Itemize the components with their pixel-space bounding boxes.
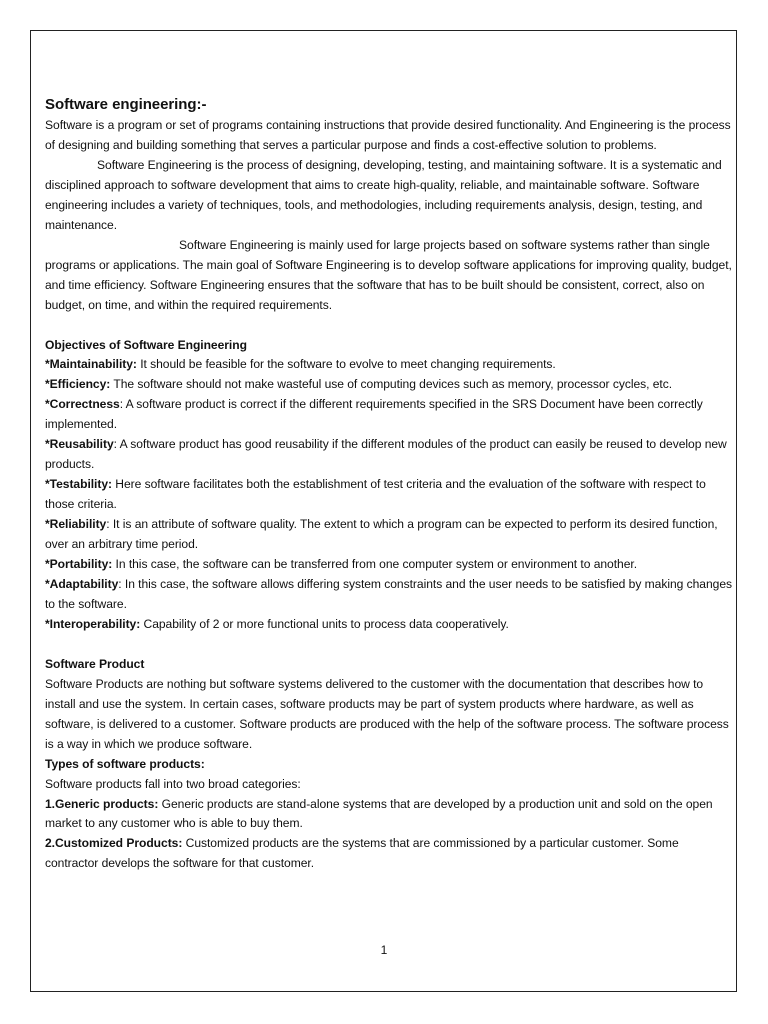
objective-item	[45, 575, 735, 615]
document-title: Software engineering:-	[45, 96, 207, 113]
customized-products-term: 2.Customized Products:	[45, 836, 183, 851]
objective-text: : A software product has good reusability if the different modules of the product can easily be reused to develop new products.	[45, 437, 727, 472]
objective-text: : A software product is correct if the different requirements specified in the SRS Document have been correctly implemented.	[45, 397, 703, 432]
objective-text: The software should not make wasteful use of computing devices such as memory, processor cycles, etc.	[110, 377, 673, 392]
intro-paragraph-3: Software Engineering is mainly used for large projects based on software systems rather than single programs or applications. The main goal of Software Engineering is to develop software applications for improving quality, budget, and time efficiency. Software Engineering ensures that the software that has to be built should be consistent, correct, also on budget, on time, and within the required requirements.	[45, 237, 732, 312]
objective-item	[45, 615, 735, 635]
document-body	[45, 94, 735, 874]
intro-paragraph-1: Software is a program or set of programs containing instructions that provide desired functionality. And Engineering is the process of designing and building something that serves a particular purpose and finds a cost-effective solution to problems.	[45, 118, 731, 152]
customized-products-item	[45, 834, 735, 874]
types-heading: Types of software products:	[45, 756, 205, 771]
objective-item	[45, 515, 735, 555]
objective-term: *Reusability	[45, 437, 114, 452]
objective-term: *Efficiency:	[45, 377, 111, 392]
objective-item	[45, 435, 735, 475]
objective-term: *Correctness	[45, 397, 120, 412]
objective-text: In this case, the software can be transferred from one computer system or environment to another.	[112, 557, 638, 572]
objective-item	[45, 555, 735, 575]
software-product-heading: Software Product	[45, 656, 145, 671]
objective-text: : It is an attribute of software quality. The extent to which a program can be expected to perform its desired function, over an arbitrary time period.	[45, 517, 718, 552]
software-product-paragraph: Software Products are nothing but software systems delivered to the customer with the documentation that describes how to install and use the system. In certain cases, software products may be part of system products where hardware, as well as software, is delivered to a customer. Software products are produced with the help of the software process. The software process is a way in which we produce software.	[45, 676, 729, 751]
objective-term: *Maintainability:	[45, 357, 137, 372]
objective-item	[45, 355, 735, 375]
objective-term: *Testability:	[45, 477, 112, 492]
objective-text: : In this case, the software allows differing system constraints and the user needs to be satisfied by making changes to the software.	[45, 576, 732, 611]
objectives-list	[45, 355, 735, 634]
objective-item	[45, 375, 735, 395]
page-number: 1	[380, 943, 388, 957]
generic-products-term: 1.Generic products:	[45, 796, 159, 811]
customized-products-text: Customized products are the systems that are commissioned by a particular customer. Some contractor develops the software for that customer.	[45, 836, 679, 871]
intro-paragraph-2: Software Engineering is the process of designing, developing, testing, and maintaining software. It is a systematic and disciplined approach to software development that aims to create high-quality, reliable, and maintainable software. Software engineering includes a variety of techniques, tools, and methodologies, including requirements analysis, design, testing, and maintenance.	[45, 157, 722, 232]
objective-term: *Reliability	[45, 517, 107, 532]
objective-item	[45, 395, 735, 435]
objectives-heading: Objectives of Software Engineering	[45, 337, 247, 352]
spacer	[45, 635, 735, 655]
objective-term: *Interoperability:	[45, 616, 141, 631]
generic-products-text: Generic products are stand-alone systems that are developed by a production unit and sold on the open market to any customer who is able to buy them.	[45, 796, 713, 831]
generic-products-item	[45, 795, 735, 835]
objective-term: *Adaptability	[45, 576, 119, 591]
objective-text: Here software facilitates both the establishment of test criteria and the evaluation of the software with respect to those criteria.	[45, 477, 706, 512]
types-intro: Software products fall into two broad categories:	[45, 776, 301, 791]
objective-text: Capability of 2 or more functional units to process data cooperatively.	[140, 616, 509, 631]
objective-text: It should be feasible for the software to evolve to meet changing requirements.	[136, 357, 556, 372]
spacer	[45, 316, 735, 336]
objective-term: *Portability:	[45, 557, 113, 572]
objective-item	[45, 475, 735, 515]
